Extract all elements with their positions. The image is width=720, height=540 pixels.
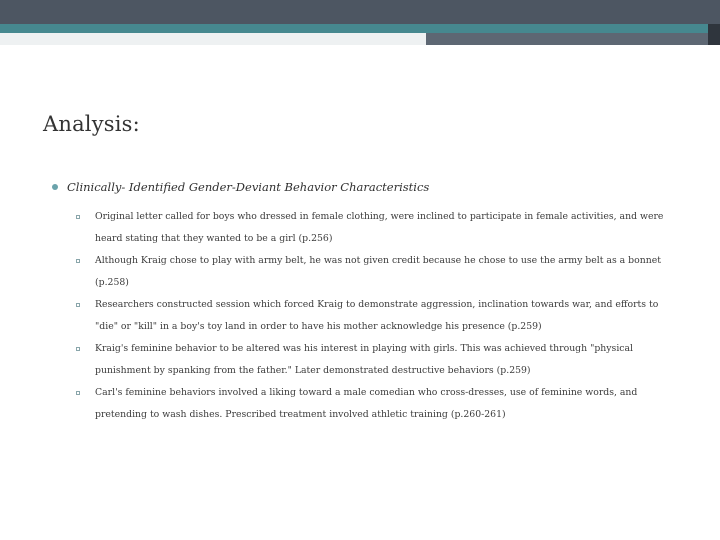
sub-bullet-text: Although Kraig chose to play with army belt, he was not given credit because he chose to use the army belt as a bonnet (p.258): [95, 255, 661, 288]
sub-bullet-text: Researchers constructed session which forced Kraig to demonstrate aggression, inclination towards war, and efforts to "die" or "kill" in a boy's toy land in order to have his mother acknowledge his presence (p.259): [95, 299, 659, 332]
sub-bullet-text: Original letter called for boys who dressed in female clothing, were inclined to participate in female activities, and were heard stating that they wanted to be a girl (p.256): [95, 211, 664, 244]
slide-title: Analysis:: [43, 112, 140, 136]
header-teal-band: [0, 24, 720, 33]
square-bullet-icon: [76, 303, 80, 307]
main-bullet: [52, 180, 429, 194]
header-dark-accent: [426, 33, 720, 45]
sub-bullet: [76, 250, 676, 294]
square-bullet-icon: [76, 347, 80, 351]
main-bullet-text: Clinically- Identified Gender-Deviant Behavior Characteristics: [67, 180, 430, 194]
square-bullet-icon: [76, 391, 80, 395]
bullet-dot-icon: [52, 184, 58, 190]
sub-bullet: [76, 338, 676, 382]
sub-bullet: [76, 294, 676, 338]
header-corner-block: [708, 24, 720, 45]
sub-bullet: [76, 382, 676, 426]
sub-bullet: [76, 206, 676, 250]
sub-bullet-text: Carl's feminine behaviors involved a liking toward a male comedian who cross-dresses, use of feminine words, and pretending to wash dishes. Prescribed treatment involved athletic training (p.260-261): [95, 387, 638, 420]
square-bullet-icon: [76, 215, 80, 219]
header-banner: [0, 0, 720, 24]
square-bullet-icon: [76, 259, 80, 263]
header-dark-band: [0, 0, 720, 24]
sub-bullet-list: [76, 206, 676, 426]
sub-bullet-text: Kraig's feminine behavior to be altered was his interest in playing with girls. This was achieved through "physical punishment by spanking from the father." Later demonstrated destructive behaviors (p.259): [95, 343, 634, 376]
